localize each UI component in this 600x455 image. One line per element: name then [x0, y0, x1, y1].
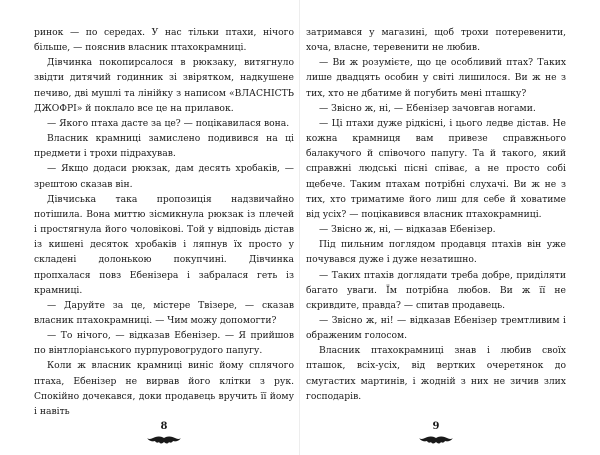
- page-number-left: 8: [160, 421, 168, 432]
- paragraph: — Даруйте за це, містере Твізере, — сказав власник птахокрамниці. — Чим можу допомогти?: [34, 299, 294, 326]
- paragraph: Під пильним поглядом продавця птахів він уже почувався дуже і дуже незатишно.: [306, 239, 566, 266]
- paragraph: — Ви ж розумієте, що це особливий птах? Таких лише двадцять особин у світі лишилося. Ви ж не з тих, хто не дбатиме й погубить мені пташку?: [306, 57, 566, 99]
- paragraph: Дівчинка покопирсалося в рюкзаку, витягнуло звідти дитячий годинник зі звірятком, надкушене печиво, дві мушлі та лінійку з написом «ВЛАСНІСТЬ ДЖОФРІ» й поклало все це на прилавок.: [34, 57, 294, 114]
- paragraph: ринок — по середах. У нас тільки птахи, нічого більше, — пояснив власник птахокрамниці.: [34, 27, 294, 54]
- page-gutter: [299, 0, 300, 455]
- paragraph: — Звісно ж, ні, — Ебенізер зачовгав ногами.: [319, 102, 536, 114]
- paragraph: — Якщо додаси рюкзак, дам десять хробаків, — зрештою сказав він.: [34, 163, 294, 190]
- paragraph: затримався у магазині, щоб трохи потеревенити, хоча, власне, теревенити не любив.: [306, 27, 566, 54]
- paragraph: Власник крамниці замислено подивився на ці предмети і трохи підрахував.: [34, 133, 294, 160]
- paragraph: Коли ж власник крамниці виніс йому сплячого птаха, Ебенізер не вирвав його клітки з рук. Спокійно дочекався, доки продавець вручить її йому і навіть: [34, 360, 294, 417]
- bat-wing-ornament-icon: [306, 435, 566, 447]
- paragraph: — Ці птахи дуже рідкісні, і цього ледве дістав. Не кожна крамниця вам привезе справжнього балакучого й співочого папугу. Та й такого, який справжні людські пісні співає, а не просто собі щебече. Таким птахам потрібні слухачі. Ви ж не з тих, хто триматиме його лиш для себе й ховатиме від усіх? — поцікавився власник птахокрамниці.: [306, 117, 566, 220]
- paragraph: Дівчиська така пропозиція надзвичайно потішила. Вона миттю зісмикнула рюкзак із плечей і простягнула його чоловікові. Той у відповідь дістав із кишені десяток хробаків і ляпнув їх просто у складені долонькою покупчині. Дівчинка пропхалася повз Ебенізера і забралася геть із крамниці.: [34, 193, 294, 296]
- bat-wing-ornament-icon: [34, 435, 294, 447]
- right-page-text: [306, 25, 566, 404]
- paragraph: — То нічого, — відказав Ебенізер. — Я прийшов по вінтлоріанського пурпуровогрудого папугу.: [34, 330, 294, 357]
- right-page: [306, 25, 566, 455]
- left-page-text: [34, 25, 294, 419]
- paragraph: — Звісно ж, ні! — відказав Ебенізер тремтливим і ображеним голосом.: [306, 314, 566, 342]
- paragraph: — Якого птаха дасте за це? — поцікавилася вона.: [47, 117, 290, 129]
- left-page: [34, 25, 294, 455]
- paragraph: — Таких птахів доглядати треба добре, приділяти багато уваги. Їм потрібна любов. Ви ж її не скривдите, правда? — спитав продавець.: [306, 269, 566, 311]
- paragraph: — Звісно ж, ні, — відказав Ебенізер.: [319, 224, 496, 236]
- page-number-right: 9: [432, 421, 440, 432]
- paragraph: Власник птахокрамниці знав і любив своїх пташок, всіх-усіх, від вертких очеретянок до смугастих мартинів, і жодній з них не зичив злих господарів.: [306, 345, 566, 402]
